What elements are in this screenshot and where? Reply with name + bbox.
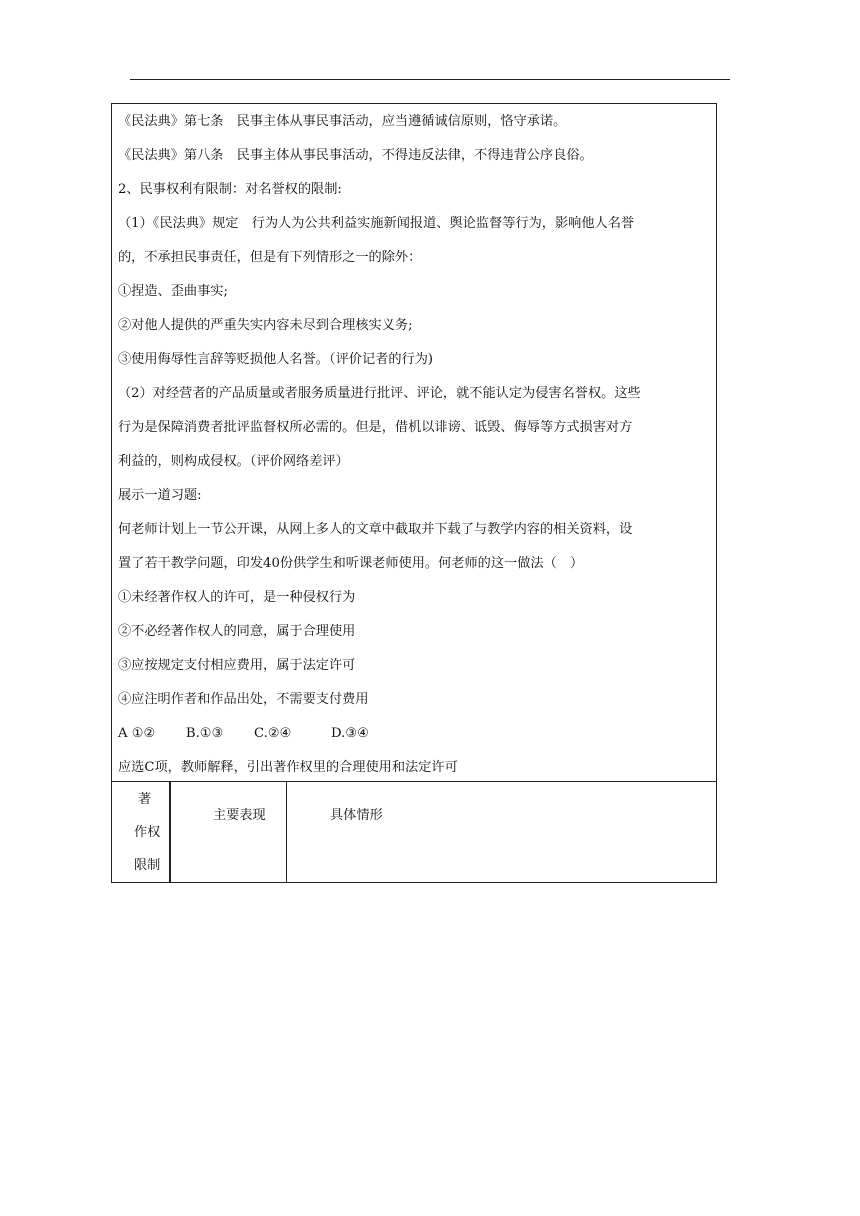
- text-line: ①未经著作权人的许可，是一种侵权行为: [118, 590, 356, 605]
- text-line: 应选C项，教师解释，引出著作权里的合理使用和法定许可: [118, 760, 458, 775]
- text-line: 《民法典》第八条 民事主体从事民事活动，不得违反法律，不得违背公序良俗。: [118, 148, 593, 163]
- table-row: [112, 782, 716, 882]
- text-line: ③使用侮辱性言辞等贬损他人名誉。（评价记者的行为): [118, 352, 434, 367]
- text-line: 展示一道习题:: [118, 488, 202, 503]
- text-line: 置了若干教学问题，印发40份供学生和听课老师使用。何老师的这一做法（ ）: [118, 556, 584, 571]
- cell-text: 限制: [134, 858, 161, 873]
- text-line: 《民法典》第七条 民事主体从事民事活动，应当遵循诚信原则，恪守承诺。: [118, 114, 567, 129]
- cell-text: 具体情形: [330, 808, 383, 823]
- text-line: ④应注明作者和作品出处，不需要支付费用: [118, 692, 369, 707]
- text-line: ③应按规定支付相应费用，属于法定许可: [118, 658, 356, 673]
- table-cell-main-manifestation: [171, 782, 287, 882]
- text-line: 2、民事权利有限制：对名誉权的限制:: [118, 182, 342, 197]
- text-line: （1）《民法典》规定 行为人为公共利益实施新闻报道、舆论监督等行为，影响他人名誉: [118, 216, 635, 231]
- table-cell-specific-cases: [287, 782, 716, 882]
- text-line: ②对他人提供的严重失实内容未尽到合理核实义务;: [118, 318, 413, 333]
- text-line: A ①② B.①③ C.②④ D.③④: [118, 726, 369, 741]
- text-line: ②不必经著作权人的同意，属于合理使用: [118, 624, 356, 639]
- content-box: [111, 103, 717, 883]
- text-line: 何老师计划上一节公开课，从网上多人的文章中截取并下载了与教学内容的相关资料，设: [118, 522, 633, 537]
- text-line: 利益的，则构成侵权。（评价网络差评）: [118, 454, 349, 469]
- cell-text: 著: [138, 792, 152, 807]
- text-line: 行为是保障消费者批评监督权所必需的。但是，借机以诽谤、诋毁、侮辱等方式损害对方: [118, 420, 633, 435]
- table-cell-copyright-limit: [112, 782, 171, 882]
- text-line: （2）对经营者的产品质量或者服务质量进行批评、评论，就不能认定为侵害名誉权。这些: [118, 386, 641, 401]
- header-rule: [130, 79, 730, 80]
- cell-text: 作权: [134, 825, 161, 840]
- text-line: ①捏造、歪曲事实;: [118, 284, 228, 299]
- text-line: 的，不承担民事责任，但是有下列情形之一的除外：: [118, 250, 422, 265]
- cell-text: 主要表现: [213, 808, 266, 823]
